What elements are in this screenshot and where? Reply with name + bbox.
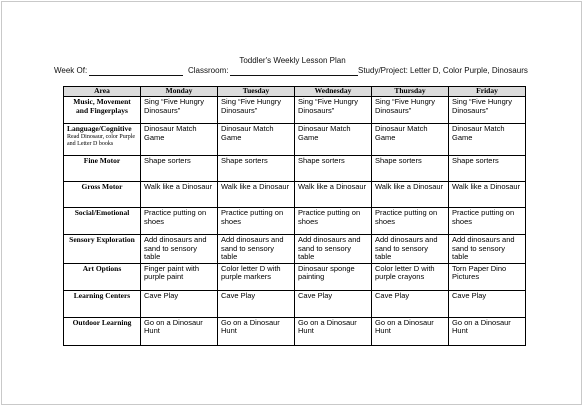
table-cell: Dinosaur Match Game (372, 124, 449, 156)
table-cell: Shape sorters (449, 156, 526, 182)
table-cell: Walk like a Dinosaur (449, 182, 526, 208)
table-cell: Walk like a Dinosaur (141, 182, 218, 208)
table-cell: Dinosaur Match Game (295, 124, 372, 156)
table-cell: Go on a Dinosaur Hunt (449, 317, 526, 345)
table-cell: Color letter D with purple markers (218, 263, 295, 290)
area-cell: Fine Motor (64, 156, 141, 182)
header-wednesday: Wednesday (295, 87, 372, 97)
table-cell: Practice putting on shoes (141, 208, 218, 235)
table-cell: Torn Paper Dino Pictures (449, 263, 526, 290)
table-cell: Dinosaur Match Game (449, 124, 526, 156)
table-row (64, 235, 526, 264)
area-cell: Social/Emotional (64, 208, 141, 235)
table-cell: Add dinosaurs and sand to sensory table (372, 235, 449, 264)
table-cell: Add dinosaurs and sand to sensory table (449, 235, 526, 264)
header-tuesday: Tuesday (218, 87, 295, 97)
table-cell: Cave Play (141, 290, 218, 317)
area-title: Language/Cognitive (67, 124, 132, 133)
table-cell: Add dinosaurs and sand to sensory table (295, 235, 372, 264)
table-cell: Sing “Five Hungry Dinosaurs” (372, 97, 449, 124)
table-cell: Cave Play (218, 290, 295, 317)
area-cell: Outdoor Learning (64, 317, 141, 345)
table-cell: Color letter D with purple crayons (372, 263, 449, 290)
area-cell: Art Options (64, 263, 141, 290)
classroom-label: Classroom: (188, 66, 229, 75)
table-cell: Practice putting on shoes (295, 208, 372, 235)
table-cell: Walk like a Dinosaur (218, 182, 295, 208)
table-cell: Sing “Five Hungry Dinosaurs” (449, 97, 526, 124)
area-cell: Gross Motor (64, 182, 141, 208)
header-friday: Friday (449, 87, 526, 97)
table-row (64, 124, 526, 156)
table-cell: Sing “Five Hungry Dinosaurs” (218, 97, 295, 124)
area-cell: Learning Centers (64, 290, 141, 317)
header-thursday: Thursday (372, 87, 449, 97)
area-cell: Music, Movement and Fingerplays (64, 97, 141, 124)
table-cell: Go on a Dinosaur Hunt (141, 317, 218, 345)
study-label: Study/Project: Letter D, Color Purple, Dinosaurs (358, 66, 528, 75)
classroom-blank (230, 75, 358, 76)
table-row (64, 156, 526, 182)
table-cell: Shape sorters (218, 156, 295, 182)
header-monday: Monday (141, 87, 218, 97)
table-cell: Add dinosaurs and sand to sensory table (218, 235, 295, 264)
table-cell: Go on a Dinosaur Hunt (295, 317, 372, 345)
table-cell: Walk like a Dinosaur (295, 182, 372, 208)
table-cell: Go on a Dinosaur Hunt (372, 317, 449, 345)
table-cell: Practice putting on shoes (449, 208, 526, 235)
table-cell: Practice putting on shoes (218, 208, 295, 235)
area-cell: Sensory Exploration (64, 235, 141, 264)
table-header-row (64, 87, 526, 97)
table-cell: Shape sorters (141, 156, 218, 182)
table-cell: Cave Play (449, 290, 526, 317)
table-cell: Finger paint with purple paint (141, 263, 218, 290)
table-cell: Dinosaur Match Game (141, 124, 218, 156)
table-cell: Cave Play (372, 290, 449, 317)
table-cell: Cave Play (295, 290, 372, 317)
table-cell: Sing “Five Hungry Dinosaurs” (295, 97, 372, 124)
table-row (64, 263, 526, 290)
header-fields (54, 66, 534, 78)
table-cell: Dinosaur sponge painting (295, 263, 372, 290)
table-cell: Dinosaur Match Game (218, 124, 295, 156)
page-title: Toddler's Weekly Lesson Plan (239, 56, 346, 65)
week-blank (89, 75, 183, 76)
table-cell: Practice putting on shoes (372, 208, 449, 235)
table-cell: Go on a Dinosaur Hunt (218, 317, 295, 345)
table-row (64, 208, 526, 235)
lesson-plan-table (63, 86, 526, 346)
table-row (64, 97, 526, 124)
area-note: Read Dinosaur, color Purple and Letter D books (67, 133, 136, 147)
table-row (64, 182, 526, 208)
table-cell: Sing “Five Hungry Dinosaurs” (141, 97, 218, 124)
area-cell (64, 124, 141, 156)
table-cell: Shape sorters (295, 156, 372, 182)
table-row (64, 290, 526, 317)
table-cell: Walk like a Dinosaur (372, 182, 449, 208)
table-cell: Add dinosaurs and sand to sensory table (141, 235, 218, 264)
table-row (64, 317, 526, 345)
week-label: Week Of: (54, 66, 88, 75)
header-area: Area (64, 87, 141, 97)
table-cell: Shape sorters (372, 156, 449, 182)
